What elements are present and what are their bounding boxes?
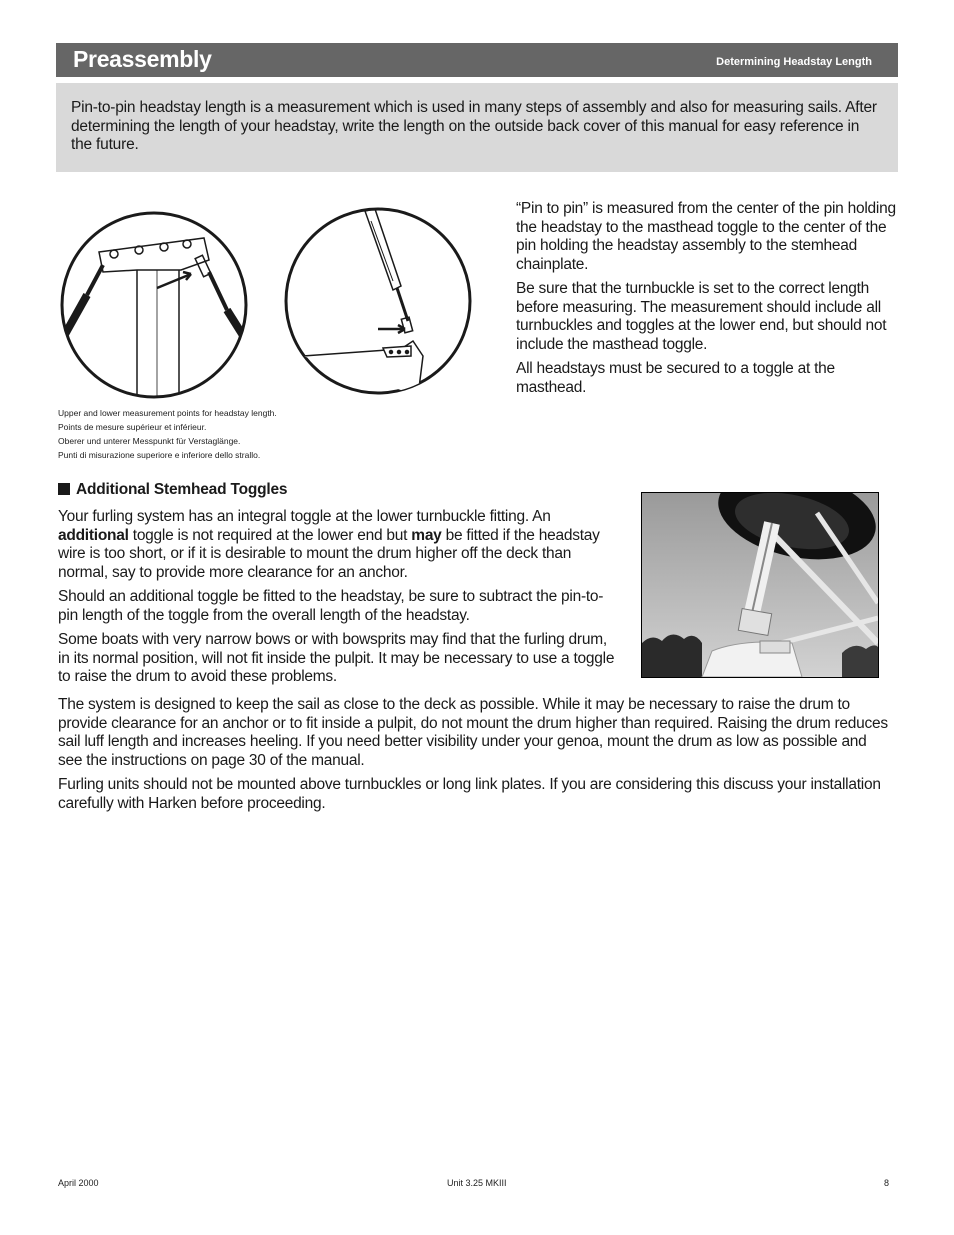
masthead-measurement-figure: [59, 210, 249, 400]
section-title: Determining Headstay Length: [716, 56, 872, 68]
caption-italian: Punti di misurazione superiore e inferiore dello strallo.: [58, 450, 261, 460]
pin-to-pin-paragraph: “Pin to pin” is measured from the center of the pin holding the headstay to the masthead toggle to the center of the pin holding the headstay assembly to the stemhead chainplate.: [516, 200, 896, 273]
section-body-wide: [58, 696, 893, 819]
figure-captions: [58, 406, 458, 462]
footer-date: April 2000: [58, 1178, 99, 1188]
caption-german: Oberer und unterer Messpunkt für Verstaglänge.: [58, 436, 241, 446]
drum-height-paragraph: The system is designed to keep the sail as close to the deck as possible. While it may be necessary to raise the drum to provide clearance for an anchor or to fit inside a pulpit, do not mount the drum higher than required. Raising the drum reduces sail luff length and increases heeling. If you need better visibility under your genoa, mount the drum as low as possible and see the instructions on page 30 of the manual.: [58, 696, 888, 769]
footer-unit: Unit 3.25 MKIII: [447, 1178, 507, 1188]
masthead-toggle-paragraph: All headstays must be secured to a toggle at the masthead.: [516, 360, 835, 396]
section-body: [58, 508, 618, 693]
section-heading: [58, 481, 287, 499]
section-heading-text: Additional Stemhead Toggles: [76, 481, 288, 498]
caption-english: Upper and lower measurement points for headstay length.: [58, 408, 277, 418]
narrow-bow-paragraph: Some boats with very narrow bows or with bowsprits may find that the furling drum, in its normal position, will not fit inside the pulpit. It may be necessary to use a toggle to raise the drum to avoid these problems.: [58, 631, 615, 685]
measurement-notes: [516, 200, 900, 403]
stemhead-measurement-figure: [283, 206, 473, 396]
drum-toggle-photo: [641, 492, 879, 678]
turnbuckle-paragraph: Be sure that the turnbuckle is set to the correct length before measuring. The measurement should include all turnbuckles and toggles at the lower end, but should not include the masthead toggle.: [516, 280, 887, 353]
page-header: [56, 43, 898, 77]
page-title: Preassembly: [73, 46, 212, 72]
square-bullet-icon: [58, 483, 70, 495]
footer-page-number: 8: [884, 1178, 890, 1188]
integral-toggle-paragraph: Your furling system has an integral toggle at the lower turnbuckle fitting. An additional toggle is not required at the lower end but may be fitted if the headstay wire is too short, or if it is desirable to mount the drum higher off the deck than normal, say to provide more clearance for an anchor.: [58, 508, 600, 581]
caption-french: Points de mesure supérieur et inférieur.: [58, 422, 207, 432]
mounting-warning-paragraph: Furling units should not be mounted above turnbuckles or long link plates. If you are considering this discuss your installation carefully with Harken before proceeding.: [58, 776, 881, 812]
subtract-length-paragraph: Should an additional toggle be fitted to the headstay, be sure to subtract the pin-to-pin length of the toggle from the overall length of the headstay.: [58, 588, 604, 624]
intro-text: Pin-to-pin headstay length is a measurement which is used in many steps of assembly and also for measuring sails. After determining the length of your headstay, write the length on the outside back cover of this manual for easy reference in the future.: [71, 99, 877, 153]
intro-box: [56, 83, 898, 172]
